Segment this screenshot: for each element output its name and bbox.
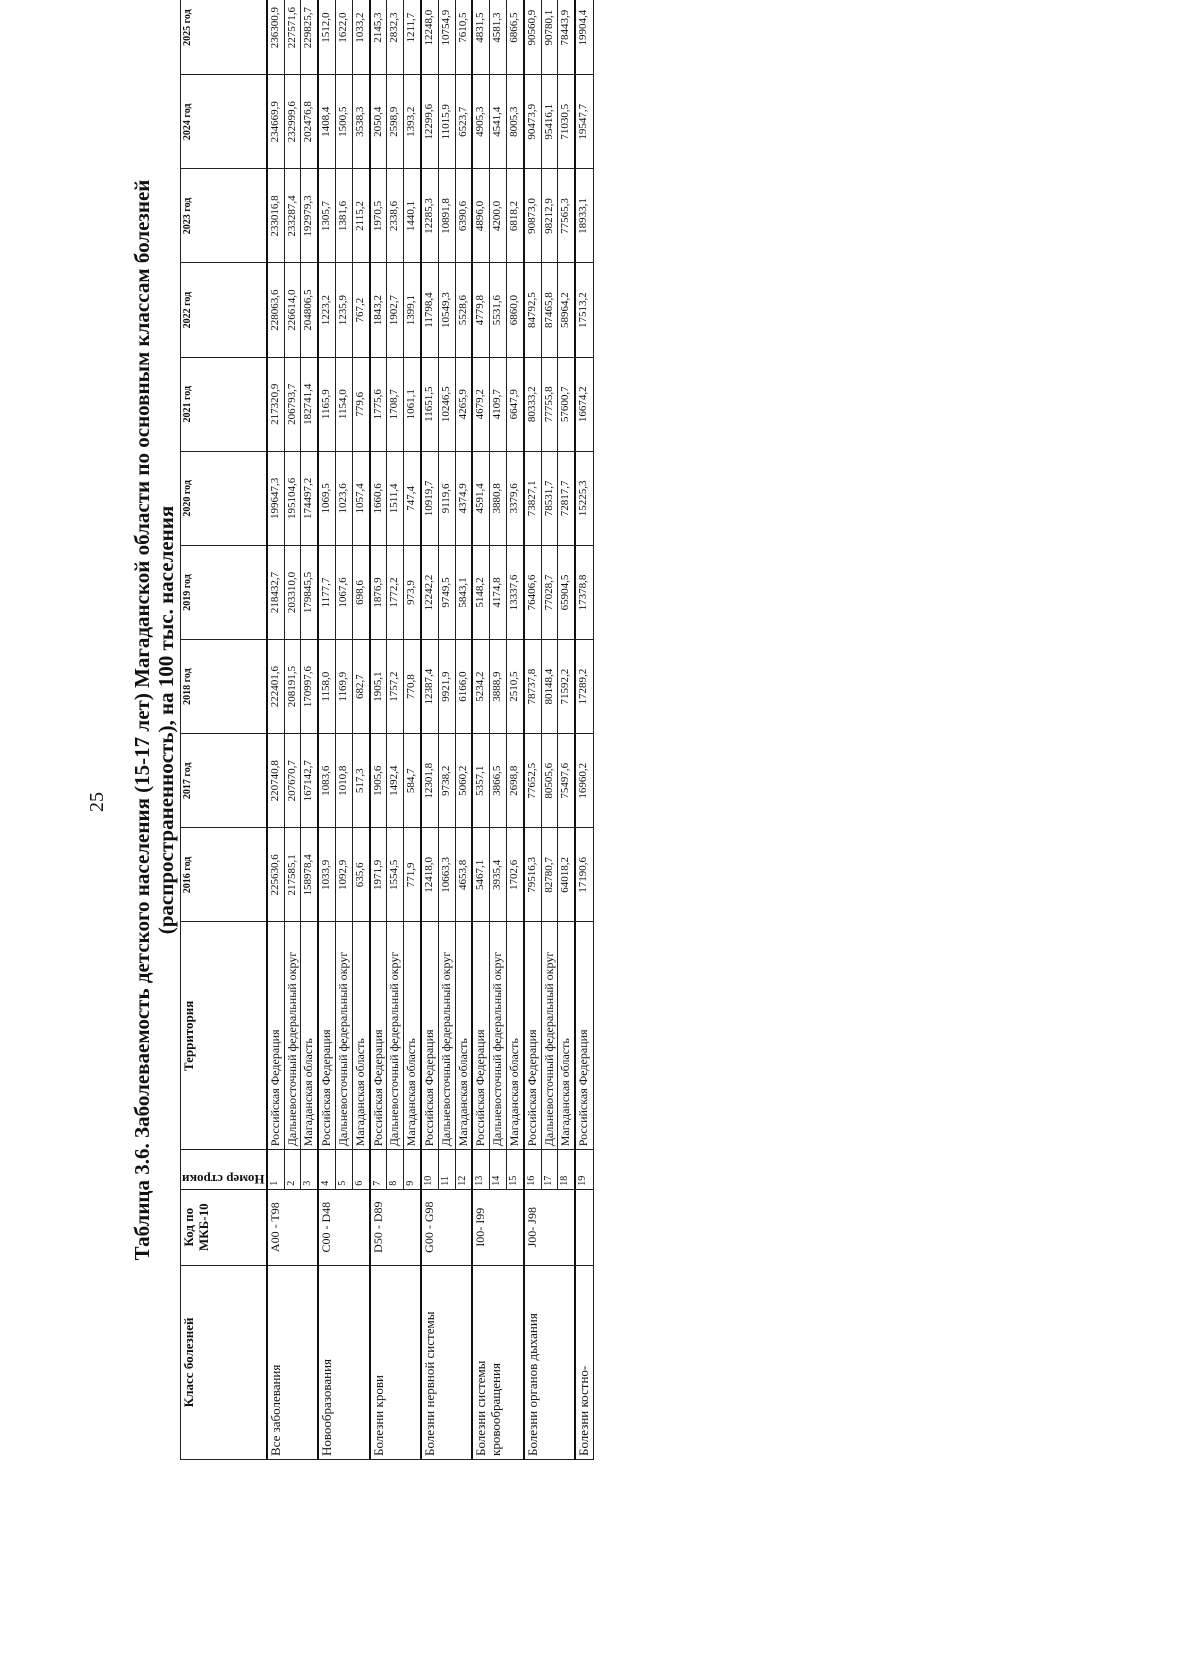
value-cell: 217585,1: [284, 828, 301, 922]
value-cell: 19904,4: [575, 0, 593, 75]
value-cell: 80333,2: [524, 357, 541, 451]
value-cell: 10919,7: [421, 451, 438, 545]
header-year: 2024 год: [181, 75, 267, 169]
value-cell: 1843,2: [370, 263, 387, 357]
value-cell: 779,6: [352, 357, 369, 451]
rotated-page-content: [130, 0, 1170, 1460]
value-cell: 12418,0: [421, 828, 438, 922]
value-cell: 1223,2: [318, 263, 335, 357]
value-cell: 3935,4: [490, 828, 507, 922]
value-cell: 1061,1: [404, 357, 421, 451]
value-cell: 2145,3: [370, 0, 387, 75]
value-cell: 12242,2: [421, 545, 438, 639]
value-cell: 207670,7: [284, 734, 301, 828]
page-number: 25: [86, 792, 108, 812]
value-cell: 232999,6: [284, 75, 301, 169]
value-cell: 1500,5: [335, 75, 352, 169]
value-cell: 1408,4: [318, 75, 335, 169]
table-row: [575, 0, 593, 1460]
value-cell: 770,8: [404, 640, 421, 734]
value-cell: 192979,3: [301, 169, 318, 263]
icd-code-cell: I00- I99: [472, 1189, 523, 1265]
value-cell: 202476,8: [301, 75, 318, 169]
value-cell: 1970,5: [370, 169, 387, 263]
value-cell: 2698,8: [506, 734, 523, 828]
value-cell: 584,7: [404, 734, 421, 828]
table-title: [130, 0, 178, 1460]
row-number-cell: 12: [455, 1150, 472, 1189]
icd-code-cell: J00- J98: [524, 1189, 575, 1265]
value-cell: 2115,2: [352, 169, 369, 263]
value-cell: 1083,6: [318, 734, 335, 828]
value-cell: 3538,3: [352, 75, 369, 169]
value-cell: 98212,9: [541, 169, 558, 263]
value-cell: 1010,8: [335, 734, 352, 828]
value-cell: 10246,5: [438, 357, 455, 451]
value-cell: 199647,3: [267, 451, 284, 545]
value-cell: 12248,0: [421, 0, 438, 75]
value-cell: 767,2: [352, 263, 369, 357]
territory-cell: Дальневосточный федеральный округ: [284, 922, 301, 1150]
header-year: 2021 год: [181, 357, 267, 451]
value-cell: 4679,2: [472, 357, 489, 451]
value-cell: 4905,3: [472, 75, 489, 169]
value-cell: 12299,6: [421, 75, 438, 169]
disease-class-cell: Болезни органов дыхания: [524, 1265, 575, 1459]
value-cell: 236300,9: [267, 0, 284, 75]
value-cell: 1165,9: [318, 357, 335, 451]
value-cell: 229825,7: [301, 0, 318, 75]
value-cell: 1305,7: [318, 169, 335, 263]
row-number-cell: 6: [352, 1150, 369, 1189]
value-cell: 1033,2: [352, 0, 369, 75]
value-cell: 77652,5: [524, 734, 541, 828]
value-cell: 5060,2: [455, 734, 472, 828]
territory-cell: Магаданская область: [404, 922, 421, 1150]
row-number-cell: 1: [267, 1150, 284, 1189]
value-cell: 4374,9: [455, 451, 472, 545]
value-cell: 78443,9: [558, 0, 575, 75]
value-cell: 10891,8: [438, 169, 455, 263]
value-cell: 4541,4: [490, 75, 507, 169]
territory-cell: Дальневосточный федеральный округ: [490, 922, 507, 1150]
value-cell: 17378,8: [575, 545, 593, 639]
value-cell: 17513,2: [575, 263, 593, 357]
territory-cell: Российская Федерация: [575, 922, 593, 1150]
table-row: [318, 0, 335, 1460]
icd-code-cell: G00 - G98: [421, 1189, 472, 1265]
value-cell: 11651,5: [421, 357, 438, 451]
territory-cell: Дальневосточный федеральный округ: [541, 922, 558, 1150]
territory-cell: Дальневосточный федеральный округ: [335, 922, 352, 1150]
value-cell: 10549,3: [438, 263, 455, 357]
value-cell: 11798,4: [421, 263, 438, 357]
value-cell: 9119,6: [438, 451, 455, 545]
row-number-cell: 16: [524, 1150, 541, 1189]
value-cell: 18933,1: [575, 169, 593, 263]
value-cell: 1511,4: [387, 451, 404, 545]
value-cell: 5528,6: [455, 263, 472, 357]
disease-class-cell: Болезни костно-: [575, 1265, 593, 1459]
territory-cell: Магаданская область: [455, 922, 472, 1150]
value-cell: 174497,2: [301, 451, 318, 545]
value-cell: 80148,4: [541, 640, 558, 734]
table-body: [267, 0, 594, 1460]
value-cell: 2510,5: [506, 640, 523, 734]
value-cell: 1660,6: [370, 451, 387, 545]
row-number-cell: 15: [506, 1150, 523, 1189]
value-cell: 179845,5: [301, 545, 318, 639]
value-cell: 77028,7: [541, 545, 558, 639]
value-cell: 698,6: [352, 545, 369, 639]
row-number-cell: 19: [575, 1150, 593, 1189]
value-cell: 84792,5: [524, 263, 541, 357]
value-cell: 2832,3: [387, 0, 404, 75]
value-cell: 75497,6: [558, 734, 575, 828]
value-cell: 771,9: [404, 828, 421, 922]
value-cell: 4109,7: [490, 357, 507, 451]
row-number-cell: 13: [472, 1150, 489, 1189]
value-cell: 220740,8: [267, 734, 284, 828]
territory-cell: Магаданская область: [506, 922, 523, 1150]
value-cell: 78737,8: [524, 640, 541, 734]
value-cell: 79516,3: [524, 828, 541, 922]
header-year: 2017 год: [181, 734, 267, 828]
table-title-line-1: Таблица 3.6. Заболеваемость детского населения (15-17 лет) Магаданской области по основным классам болезней: [130, 179, 154, 1261]
value-cell: 4581,3: [490, 0, 507, 75]
value-cell: 2598,9: [387, 75, 404, 169]
value-cell: 78531,7: [541, 451, 558, 545]
value-cell: 76406,6: [524, 545, 541, 639]
value-cell: 4896,0: [472, 169, 489, 263]
value-cell: 15225,3: [575, 451, 593, 545]
row-number-cell: 9: [404, 1150, 421, 1189]
value-cell: 222401,6: [267, 640, 284, 734]
value-cell: 71592,2: [558, 640, 575, 734]
header-class: Класс болезней: [181, 1265, 267, 1459]
value-cell: 16960,2: [575, 734, 593, 828]
value-cell: 1622,0: [335, 0, 352, 75]
row-number-cell: 11: [438, 1150, 455, 1189]
row-number-cell: 18: [558, 1150, 575, 1189]
value-cell: 11015,9: [438, 75, 455, 169]
value-cell: 4200,0: [490, 169, 507, 263]
header-row-number-text: Номер строки: [182, 1171, 265, 1187]
value-cell: 4591,4: [472, 451, 489, 545]
value-cell: 16674,2: [575, 357, 593, 451]
value-cell: 57600,7: [558, 357, 575, 451]
value-cell: 226614,0: [284, 263, 301, 357]
value-cell: 1154,0: [335, 357, 352, 451]
header-year: 2022 год: [181, 263, 267, 357]
value-cell: 10754,9: [438, 0, 455, 75]
value-cell: 73827,1: [524, 451, 541, 545]
row-number-cell: 4: [318, 1150, 335, 1189]
territory-cell: Российская Федерация: [524, 922, 541, 1150]
value-cell: 12387,4: [421, 640, 438, 734]
value-cell: 1023,6: [335, 451, 352, 545]
row-number-cell: 7: [370, 1150, 387, 1189]
row-number-cell: 2: [284, 1150, 301, 1189]
value-cell: 90473,9: [524, 75, 541, 169]
icd-code-cell: C00 - D48: [318, 1189, 369, 1265]
value-cell: 228063,6: [267, 263, 284, 357]
value-cell: 1905,1: [370, 640, 387, 734]
value-cell: 17289,2: [575, 640, 593, 734]
row-number-cell: 17: [541, 1150, 558, 1189]
value-cell: 6390,6: [455, 169, 472, 263]
header-year: 2025 год: [181, 0, 267, 75]
value-cell: 8005,3: [506, 75, 523, 169]
value-cell: 90560,9: [524, 0, 541, 75]
value-cell: 1211,7: [404, 0, 421, 75]
value-cell: 2338,6: [387, 169, 404, 263]
value-cell: 58964,2: [558, 263, 575, 357]
row-number-cell: 14: [490, 1150, 507, 1189]
table-title-line-2: (распространенность), на 100 тыс. населения: [154, 505, 179, 935]
table-row: [524, 0, 541, 1460]
value-cell: 182741,4: [301, 357, 318, 451]
table-header-row: [181, 0, 267, 1460]
territory-cell: Российская Федерация: [370, 922, 387, 1150]
value-cell: 6860,0: [506, 263, 523, 357]
value-cell: 1971,9: [370, 828, 387, 922]
value-cell: 4265,9: [455, 357, 472, 451]
value-cell: 1512,0: [318, 0, 335, 75]
header-territory: Территория: [181, 922, 267, 1150]
header-code: Код по МКБ-10: [181, 1189, 267, 1265]
territory-cell: Магаданская область: [558, 922, 575, 1150]
value-cell: 747,4: [404, 451, 421, 545]
value-cell: 1399,1: [404, 263, 421, 357]
value-cell: 4174,8: [490, 545, 507, 639]
value-cell: 5234,2: [472, 640, 489, 734]
row-number-cell: 5: [335, 1150, 352, 1189]
value-cell: 95416,1: [541, 75, 558, 169]
value-cell: 19547,7: [575, 75, 593, 169]
value-cell: 4831,5: [472, 0, 489, 75]
value-cell: 204806,5: [301, 263, 318, 357]
value-cell: 234669,9: [267, 75, 284, 169]
territory-cell: Дальневосточный федеральный округ: [387, 922, 404, 1150]
value-cell: 5357,1: [472, 734, 489, 828]
value-cell: 1057,4: [352, 451, 369, 545]
row-number-cell: 3: [301, 1150, 318, 1189]
value-cell: 1092,9: [335, 828, 352, 922]
value-cell: 6166,0: [455, 640, 472, 734]
value-cell: 682,7: [352, 640, 369, 734]
value-cell: 65904,5: [558, 545, 575, 639]
value-cell: 17190,6: [575, 828, 593, 922]
territory-cell: Российская Федерация: [472, 922, 489, 1150]
value-cell: 3379,6: [506, 451, 523, 545]
value-cell: 203310,0: [284, 545, 301, 639]
value-cell: 1393,2: [404, 75, 421, 169]
value-cell: 208191,5: [284, 640, 301, 734]
value-cell: 90873,0: [524, 169, 541, 263]
value-cell: 206793,7: [284, 357, 301, 451]
value-cell: 1775,6: [370, 357, 387, 451]
table-row: [472, 0, 489, 1460]
value-cell: 12301,8: [421, 734, 438, 828]
header-year: 2020 год: [181, 451, 267, 545]
value-cell: 1876,9: [370, 545, 387, 639]
value-cell: 1902,7: [387, 263, 404, 357]
value-cell: 5467,1: [472, 828, 489, 922]
table-row: [267, 0, 284, 1460]
value-cell: 77565,3: [558, 169, 575, 263]
value-cell: 1033,9: [318, 828, 335, 922]
value-cell: 1554,5: [387, 828, 404, 922]
value-cell: 64018,2: [558, 828, 575, 922]
header-year: 2016 год: [181, 828, 267, 922]
disease-class-cell: Все заболевания: [267, 1265, 318, 1459]
value-cell: 233016,8: [267, 169, 284, 263]
territory-cell: Магаданская область: [352, 922, 369, 1150]
territory-cell: Российская Федерация: [318, 922, 335, 1150]
row-number-cell: 10: [421, 1150, 438, 1189]
value-cell: 233287,4: [284, 169, 301, 263]
value-cell: 5148,2: [472, 545, 489, 639]
row-number-cell: 8: [387, 1150, 404, 1189]
value-cell: 227571,6: [284, 0, 301, 75]
value-cell: 3888,9: [490, 640, 507, 734]
value-cell: 5843,1: [455, 545, 472, 639]
value-cell: 170997,6: [301, 640, 318, 734]
disease-class-cell: Новообразования: [318, 1265, 369, 1459]
value-cell: 9921,9: [438, 640, 455, 734]
value-cell: 218432,7: [267, 545, 284, 639]
value-cell: 1177,7: [318, 545, 335, 639]
value-cell: 1440,1: [404, 169, 421, 263]
value-cell: 5531,6: [490, 263, 507, 357]
value-cell: 225630,6: [267, 828, 284, 922]
disease-class-cell: Болезни крови: [370, 1265, 421, 1459]
value-cell: 158978,4: [301, 828, 318, 922]
value-cell: 10663,3: [438, 828, 455, 922]
header-year: 2023 год: [181, 169, 267, 263]
value-cell: 973,9: [404, 545, 421, 639]
value-cell: 1158,0: [318, 640, 335, 734]
value-cell: 2050,4: [370, 75, 387, 169]
value-cell: 635,6: [352, 828, 369, 922]
table-row: [421, 0, 438, 1460]
value-cell: 167142,7: [301, 734, 318, 828]
header-year: 2018 год: [181, 640, 267, 734]
icd-code-cell: [575, 1189, 593, 1265]
value-cell: 1235,9: [335, 263, 352, 357]
value-cell: 1905,6: [370, 734, 387, 828]
value-cell: 1069,5: [318, 451, 335, 545]
morbidity-table: [180, 0, 594, 1460]
header-row-number: [181, 1150, 267, 1189]
value-cell: 3880,8: [490, 451, 507, 545]
value-cell: 9749,5: [438, 545, 455, 639]
territory-cell: Дальневосточный федеральный округ: [438, 922, 455, 1150]
value-cell: 6866,5: [506, 0, 523, 75]
value-cell: 1067,6: [335, 545, 352, 639]
value-cell: 217320,9: [267, 357, 284, 451]
territory-cell: Российская Федерация: [421, 922, 438, 1150]
value-cell: 1757,2: [387, 640, 404, 734]
value-cell: 7610,5: [455, 0, 472, 75]
value-cell: 72817,7: [558, 451, 575, 545]
value-cell: 77755,8: [541, 357, 558, 451]
value-cell: 80505,6: [541, 734, 558, 828]
value-cell: 1492,4: [387, 734, 404, 828]
value-cell: 13337,6: [506, 545, 523, 639]
value-cell: 90780,1: [541, 0, 558, 75]
value-cell: 4779,8: [472, 263, 489, 357]
value-cell: 6647,9: [506, 357, 523, 451]
value-cell: 3866,5: [490, 734, 507, 828]
value-cell: 4653,8: [455, 828, 472, 922]
value-cell: 82780,7: [541, 828, 558, 922]
value-cell: 1708,7: [387, 357, 404, 451]
value-cell: 1169,9: [335, 640, 352, 734]
value-cell: 195104,6: [284, 451, 301, 545]
icd-code-cell: D50 - D89: [370, 1189, 421, 1265]
value-cell: 12285,3: [421, 169, 438, 263]
value-cell: 87465,8: [541, 263, 558, 357]
value-cell: 1702,6: [506, 828, 523, 922]
disease-class-cell: Болезни системы кровообращения: [472, 1265, 523, 1459]
value-cell: 9738,2: [438, 734, 455, 828]
disease-class-cell: Болезни нервной системы: [421, 1265, 472, 1459]
territory-cell: Магаданская область: [301, 922, 318, 1150]
header-year: 2019 год: [181, 545, 267, 639]
territory-cell: Российская Федерация: [267, 922, 284, 1150]
value-cell: 71030,5: [558, 75, 575, 169]
value-cell: 1772,2: [387, 545, 404, 639]
value-cell: 6818,2: [506, 169, 523, 263]
icd-code-cell: A00 - T98: [267, 1189, 318, 1265]
value-cell: 1381,6: [335, 169, 352, 263]
table-row: [370, 0, 387, 1460]
value-cell: 517,3: [352, 734, 369, 828]
value-cell: 6523,7: [455, 75, 472, 169]
